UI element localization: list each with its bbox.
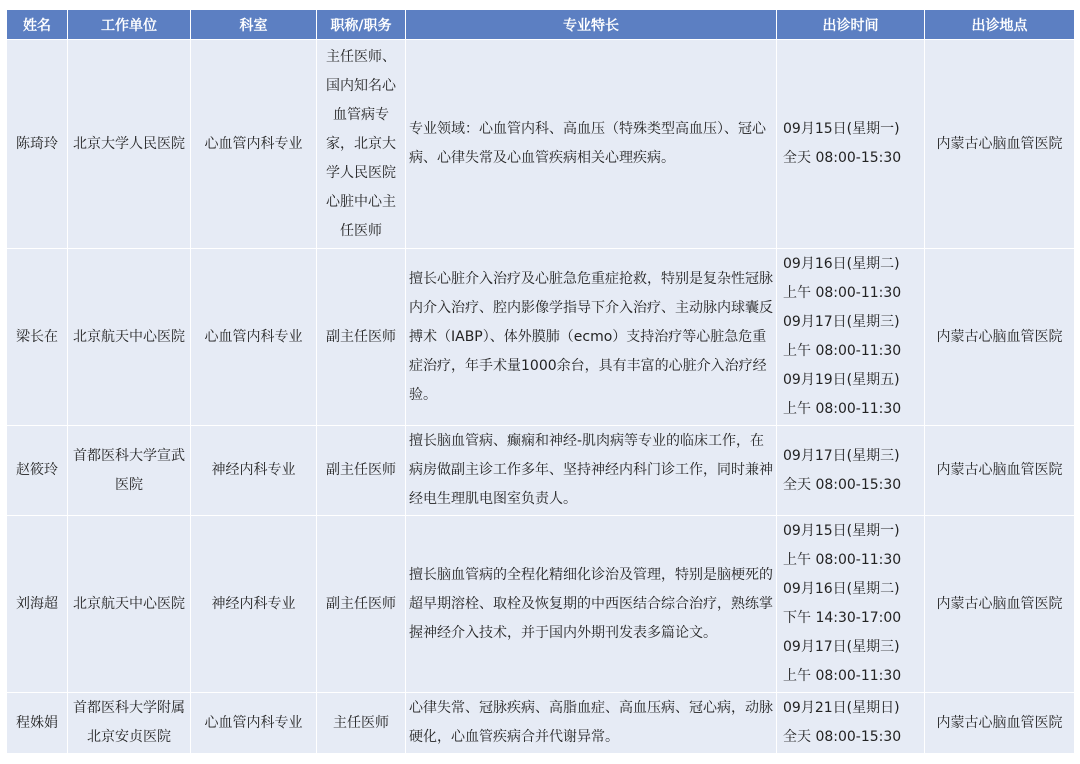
clinic-time-line: 09月17日(星期三): [783, 314, 900, 330]
clinic-location: 内蒙古心脑血管医院: [925, 693, 1075, 754]
header-department: 科室: [191, 10, 317, 40]
job-title: 副主任医师: [317, 249, 406, 426]
department: 神经内科专业: [191, 516, 317, 693]
header-time: 出诊时间: [777, 10, 925, 40]
clinic-time-line: 全天 08:00-15:30: [783, 729, 902, 745]
header-unit: 工作单位: [68, 10, 191, 40]
job-title: 主任医师: [317, 693, 406, 754]
clinic-time-line: 全天 08:00-15:30: [783, 476, 902, 493]
clinic-time: [777, 426, 925, 516]
table-row: [7, 40, 1075, 249]
clinic-time: [777, 249, 925, 426]
work-unit: 北京航天中心医院: [68, 516, 191, 693]
clinic-time-line: 09月21日(星期日): [783, 700, 900, 716]
specialty: 心律失常、冠脉疾病、高脂血症、高血压病、冠心病，动脉硬化，心血管疾病合并代谢异常。: [406, 693, 777, 754]
clinic-time-line: 上午 08:00-11:30: [783, 668, 902, 684]
job-title: 副主任医师: [317, 516, 406, 693]
header-location: 出诊地点: [925, 10, 1075, 40]
table-row: [7, 516, 1075, 693]
header-title: 职称/职务: [317, 10, 406, 40]
work-unit: 北京大学人民医院: [68, 40, 191, 249]
job-title: 主任医师、国内知名心血管病专家，北京大学人民医院心脏中心主任医师: [317, 40, 406, 249]
clinic-time-line: 上午 08:00-11:30: [783, 552, 902, 568]
header-row: [7, 10, 1075, 40]
doctor-name: 程姝娟: [7, 693, 68, 754]
specialty: 擅长脑血管病的全程化精细化诊治及管理，特别是脑梗死的超早期溶栓、取栓及恢复期的中西医结合综合治疗，熟练掌握神经介入技术，并于国内外期刊发表多篇论文。: [406, 516, 777, 693]
clinic-location: 内蒙古心脑血管医院: [925, 249, 1075, 426]
specialty: 擅长心脏介入治疗及心脏急危重症抢救，特别是复杂性冠脉内介入治疗、腔内影像学指导下介入治疗、主动脉内球囊反搏术（IABP）、体外膜肺（ecmo）支持治疗等心脏急危重症治疗，年手术量1000余台，具有丰富的心脏介入治疗经验。: [406, 249, 777, 426]
header-specialty: 专业特长: [406, 10, 777, 40]
doctor-name: 刘海超: [7, 516, 68, 693]
clinic-time-line: 上午 08:00-11:30: [783, 285, 902, 301]
table-row: [7, 693, 1075, 754]
clinic-time: [777, 516, 925, 693]
doctor-name: 赵筱玲: [7, 426, 68, 516]
clinic-time-line: 全天 08:00-15:30: [783, 150, 902, 166]
department: 心血管内科专业: [191, 40, 317, 249]
clinic-location: 内蒙古心脑血管医院: [925, 516, 1075, 693]
doctor-name: 陈琦玲: [7, 40, 68, 249]
clinic-time-line: 上午 08:00-11:30: [783, 343, 902, 359]
clinic-time-line: 09月17日(星期三): [783, 639, 900, 655]
header-name: 姓名: [7, 10, 68, 40]
doctor-name: 梁长在: [7, 249, 68, 426]
clinic-location: 内蒙古心脑血管医院: [925, 426, 1075, 516]
table-row: [7, 426, 1075, 516]
clinic-time: [777, 693, 925, 754]
job-title: 副主任医师: [317, 426, 406, 516]
clinic-time-line: 上午 08:00-11:30: [783, 401, 902, 417]
clinic-time-line: 09月16日(星期二): [783, 256, 900, 272]
table-row: [7, 249, 1075, 426]
specialty: 擅长脑血管病、癫痫和神经-肌肉病等专业的临床工作，在病房做副主诊工作多年、坚持神经内科门诊工作，同时兼神经电生理肌电图室负责人。: [406, 426, 777, 516]
schedule-table: [6, 9, 1075, 754]
department: 神经内科专业: [191, 426, 317, 516]
work-unit: 首都医科大学宣武医院: [68, 426, 191, 516]
clinic-time: [777, 40, 925, 249]
clinic-time-line: 09月17日(星期三): [783, 447, 900, 464]
work-unit: 北京航天中心医院: [68, 249, 191, 426]
clinic-time-line: 09月19日(星期五): [783, 372, 900, 388]
work-unit: 首都医科大学附属北京安贞医院: [68, 693, 191, 754]
clinic-time-line: 09月16日(星期二): [783, 581, 900, 597]
clinic-time-line: 09月15日(星期一): [783, 121, 900, 137]
specialty: 专业领域：心血管内科、高血压（特殊类型高血压）、冠心病、心律失常及心血管疾病相关心理疾病。: [406, 40, 777, 249]
clinic-time-line: 09月15日(星期一): [783, 523, 900, 539]
department: 心血管内科专业: [191, 693, 317, 754]
department: 心血管内科专业: [191, 249, 317, 426]
clinic-time-line: 下午 14:30-17:00: [783, 610, 902, 626]
clinic-location: 内蒙古心脑血管医院: [925, 40, 1075, 249]
